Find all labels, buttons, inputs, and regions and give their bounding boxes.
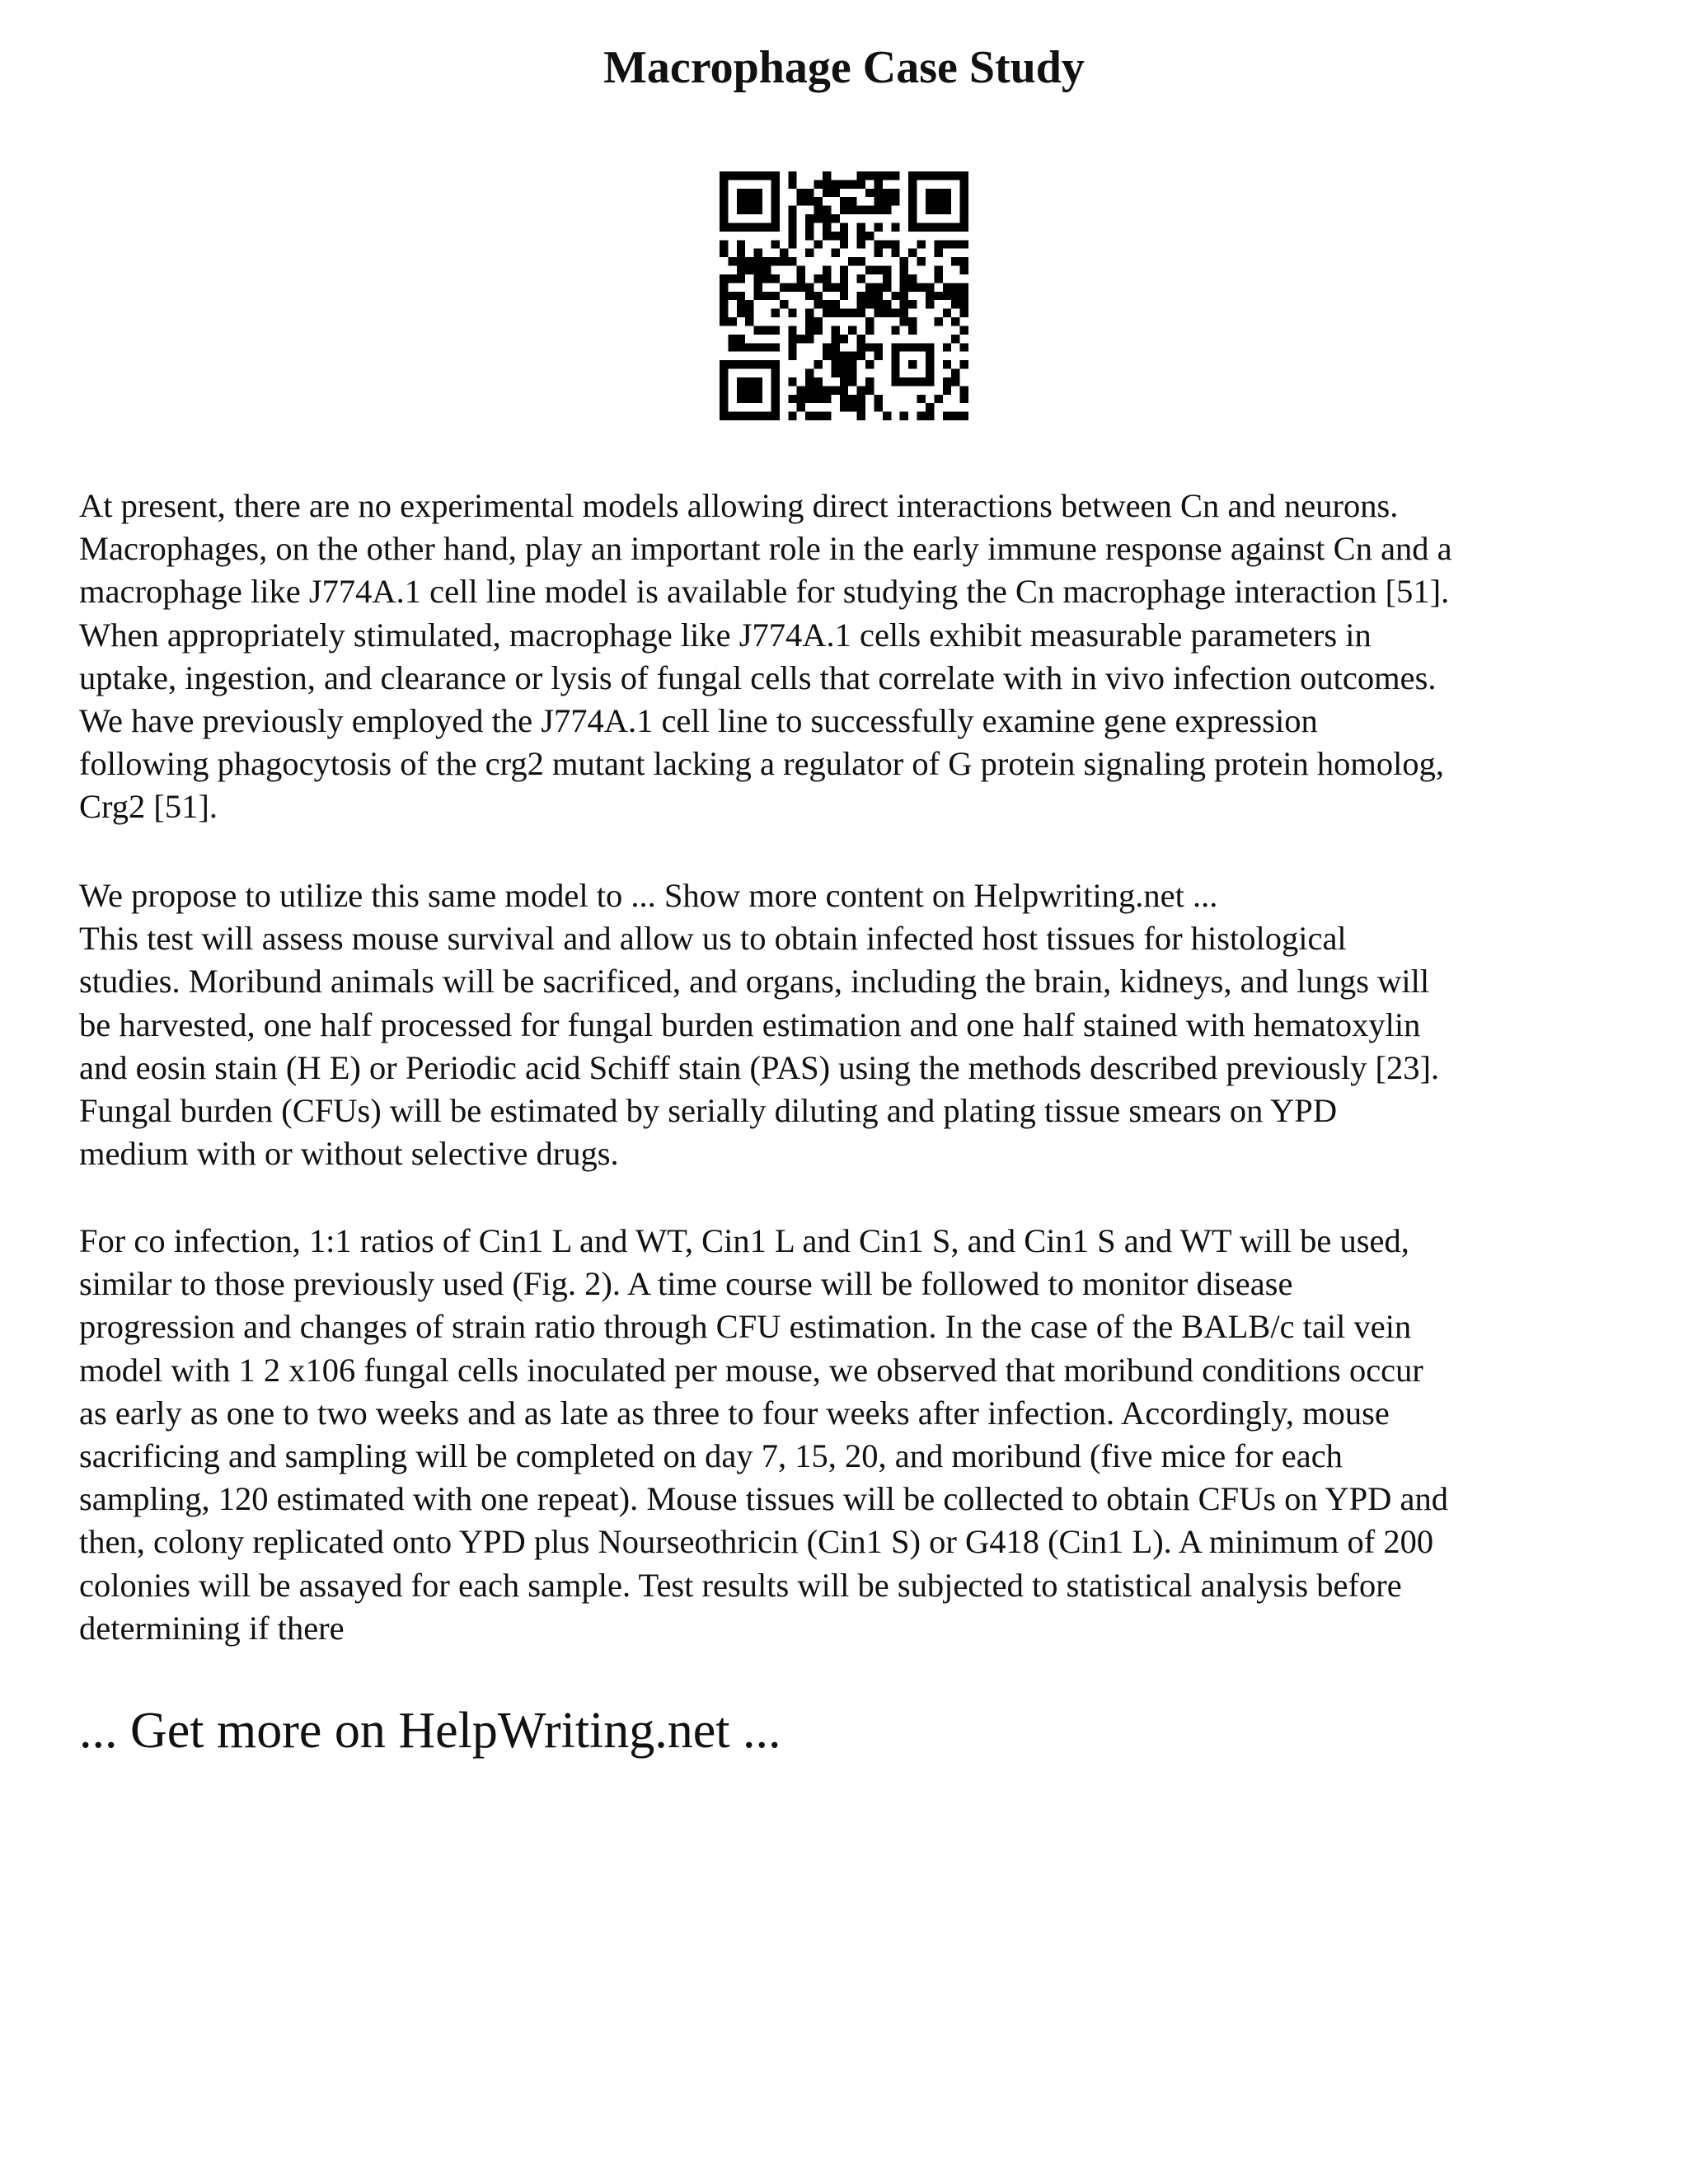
paragraph-line: We have previously employed the J774A.1 cell line to successfully examine gene expression xyxy=(79,702,1318,740)
paragraph-line: When appropriately stimulated, macrophage like J774A.1 cells exhibit measurable parameters in xyxy=(79,616,1372,654)
paragraph-3 xyxy=(79,1220,1629,1650)
paragraph-line: Crg2 [51]. xyxy=(79,788,218,826)
paragraph-line: uptake, ingestion, and clearance or lysis of fungal cells that correlate with in vivo infection outcomes. xyxy=(79,658,1437,696)
paragraph-line: then, colony replicated onto YPD plus Nourseothricin (Cin1 S) or G418 (Cin1 L). A minimum of 200 xyxy=(79,1523,1434,1561)
qr-code-icon[interactable] xyxy=(720,171,968,420)
paragraph-line: progression and changes of strain ratio through CFU estimation. In the case of the BALB/c tail vein xyxy=(79,1308,1412,1346)
paragraph-line: For co infection, 1:1 ratios of Cin1 L and WT, Cin1 L and Cin1 S, and Cin1 S and WT will be used, xyxy=(79,1222,1409,1259)
paragraph-line: determining if there xyxy=(79,1609,345,1647)
paragraph-line: be harvested, one half processed for fungal burden estimation and one half stained with hematoxylin xyxy=(79,1005,1421,1043)
paragraph-line: At present, there are no experimental models allowing direct interactions between Cn and neurons. xyxy=(79,487,1399,524)
paragraph-line: colonies will be assayed for each sample. Test results will be subjected to statistical analysis before xyxy=(79,1566,1402,1604)
paragraph-line: studies. Moribund animals will be sacrificed, and organs, including the brain, kidneys, and lungs will xyxy=(79,963,1430,1001)
paragraph-line: macrophage like J774A.1 cell line model is available for studying the Cn macrophage interaction [51]. xyxy=(79,573,1450,611)
get-more-link[interactable]: ... Get more on HelpWriting.net ... xyxy=(79,1703,781,1759)
qr-code-graphic xyxy=(720,171,968,420)
paragraph-line: sampling, 120 estimated with one repeat). Mouse tissues will be collected to obtain CFUs on YPD and xyxy=(79,1480,1448,1518)
paragraph-line: as early as one to two weeks and as late as three to four weeks after infection. Accordingly, mouse xyxy=(79,1394,1390,1432)
paragraph-line: similar to those previously used (Fig. 2). A time course will be followed to monitor disease xyxy=(79,1265,1293,1303)
paragraph-line: Fungal burden (CFUs) will be estimated by serially diluting and plating tissue smears on YPD xyxy=(79,1092,1338,1130)
paragraph-line: and eosin stain (H E) or Periodic acid Schiff stain (PAS) using the methods described previously [23]. xyxy=(79,1048,1440,1086)
paragraph-line: sacrificing and sampling will be completed on day 7, 15, 20, and moribund (five mice for each xyxy=(79,1437,1343,1475)
paragraph-1 xyxy=(79,485,1629,829)
paragraph-line: We propose to utilize this same model to ... Show more content on Helpwriting.net ... xyxy=(79,877,1218,914)
paragraph-2 xyxy=(79,874,1629,1175)
paragraph-line: This test will assess mouse survival and allow us to obtain infected host tissues for histological xyxy=(79,920,1347,958)
paragraph-line: following phagocytosis of the crg2 mutant lacking a regulator of G protein signaling protein homolog, xyxy=(79,745,1445,783)
paragraph-line: Macrophages, on the other hand, play an important role in the early immune response against Cn and a xyxy=(79,530,1452,568)
paragraph-line: medium with or without selective drugs. xyxy=(79,1135,619,1173)
paragraph-line: model with 1 2 x106 fungal cells inoculated per mouse, we observed that moribund conditions occur xyxy=(79,1351,1423,1389)
page-title: Macrophage Case Study xyxy=(603,42,1085,93)
